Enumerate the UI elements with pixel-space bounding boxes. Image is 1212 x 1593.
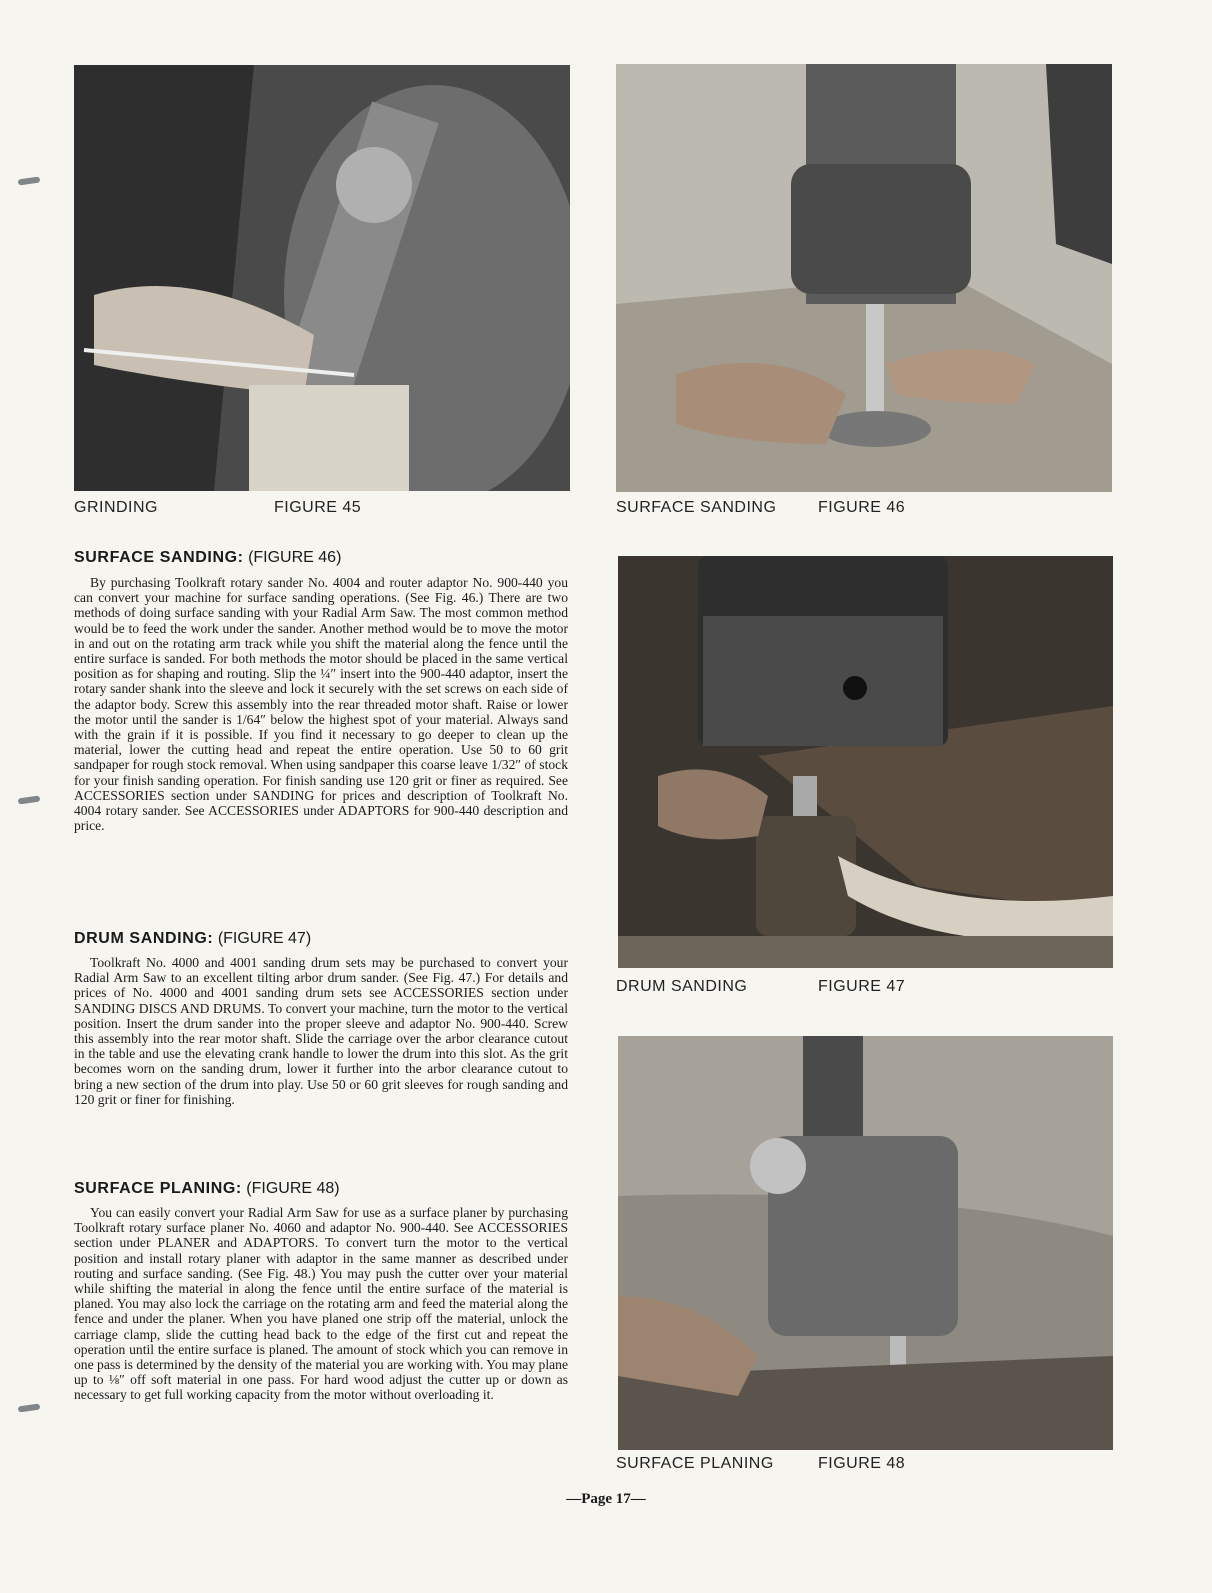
- figure-46-caption-label: SURFACE SANDING: [616, 499, 777, 516]
- page-number: —Page 17—: [566, 1491, 646, 1507]
- section-figure-ref: (FIGURE 47): [217, 930, 312, 947]
- binder-hole-mark: [18, 795, 41, 804]
- figure-45-caption-label: GRINDING: [74, 499, 158, 516]
- surface-planing-heading: [74, 1180, 340, 1198]
- figure-47-photo: [618, 556, 1113, 968]
- section-title: DRUM SANDING:: [74, 930, 214, 947]
- figure-45-photo: [74, 65, 570, 491]
- figure-48-caption-number: FIGURE 48: [818, 1455, 906, 1472]
- surface-sanding-heading: [74, 549, 341, 567]
- section-title: SURFACE PLANING:: [74, 1180, 242, 1197]
- binder-hole-mark: [18, 176, 41, 185]
- surface-sanding-body: By purchasing Toolkraft rotary sander No. 4004 and router adaptor No. 900-440 you can convert your machine for surface sanding operations. (See Fig. 46.) There are two methods of doing surface sanding with your Radial Arm Saw. The most common method would be to feed the work under the sander. Another method would be to move the motor in and out on the rotating arm track while you shift the material along the fence until the entire surface is sanded. For both methods the motor should be placed in the same vertical position as for shaping and routing. Slip the ¼″ insert into the 900-440 adaptor, insert the rotary sander shank into the sleeve and lock it securely with the set screws on each side of the adaptor body. Screw this assembly into the rear threaded motor shaft. Raise or lower the motor until the sander is 1/64″ below the highest spot of your material. Always sand with the grain if it is possible. If you find it necessary to go deeper to clean up the material, lower the cutting head and repeat the entire operation. Use 50 to 60 grit sandpaper for rough stock removal. When using sandpaper this coarse leave 1/32″ of stock for your finish sanding operation. For finish sanding use 120 grit or finer as required. See ACCESSORIES section under SANDING for prices and description of Toolkraft No. 4004 rotary sander. See ACCESSORIES under ADAPTORS for 900-440 description and price.: [74, 575, 568, 834]
- figure-48-caption-label: SURFACE PLANING: [616, 1455, 774, 1472]
- figure-46-caption-number: FIGURE 46: [818, 499, 906, 516]
- surface-planing-body: You can easily convert your Radial Arm Saw for use as a surface planer by purchasing Toolkraft rotary surface planer No. 4060 and adaptor No. 900-440. See ACCESSORIES section under PLANER and ADAPTORS. To convert turn the motor to the vertical position and install rotary planer with adaptor in the same manner as described under routing and surface sanding. (See Fig. 48.) You may push the cutter over your material while shifting the material in along the fence until the entire surface of the material is planed. You may also lock the carriage on the rotating arm and feed the material along the fence and under the planer. When you have planed one strip off the material, unlock the carriage clamp, slide the cutting head back to the edge of the first cut and repeat the operation until the entire surface is planed. The amount of stock which you can remove in one pass is determined by the density of the material you are working with. You may plane up to ⅛″ off soft material in one pass. For hard wood adjust the cutter up or down as necessary to get full working capacity from the motor without overloading it.: [74, 1205, 568, 1403]
- figure-45-caption-number: FIGURE 45: [274, 499, 362, 516]
- figure-47-caption-label: DRUM SANDING: [616, 978, 748, 995]
- section-title: SURFACE SANDING:: [74, 549, 244, 566]
- figure-46-photo: [616, 64, 1112, 492]
- binder-hole-mark: [18, 1403, 41, 1412]
- drum-sanding-body: Toolkraft No. 4000 and 4001 sanding drum sets may be purchased to convert your Radial Arm Saw to an excellent tilting arbor drum sander. (See Fig. 47.) For details and prices of No. 4000 and 4001 sanding drum sets see ACCESSORIES section under SANDING DISCS AND DRUMS. To convert your machine, turn the motor to the vertical position. Insert the drum sander into the proper sleeve and adaptor No. 900-440. Screw this assembly into the rear motor shaft. Slide the carriage over the arbor clearance cutout in the table and use the elevating crank handle to lower the drum into this slot. As the grit becomes worn on the sanding drum, lower it further into the arbor clearance cutout to bring a new section of the drum into play. Use 50 or 60 grit sleeves for rough sanding and 120 grit or finer for finishing.: [74, 955, 568, 1107]
- figure-47-caption-number: FIGURE 47: [818, 978, 906, 995]
- figure-48-photo: [618, 1036, 1113, 1450]
- section-figure-ref: (FIGURE 48): [246, 1180, 340, 1197]
- section-figure-ref: (FIGURE 46): [248, 549, 342, 566]
- drum-sanding-heading: [74, 930, 311, 948]
